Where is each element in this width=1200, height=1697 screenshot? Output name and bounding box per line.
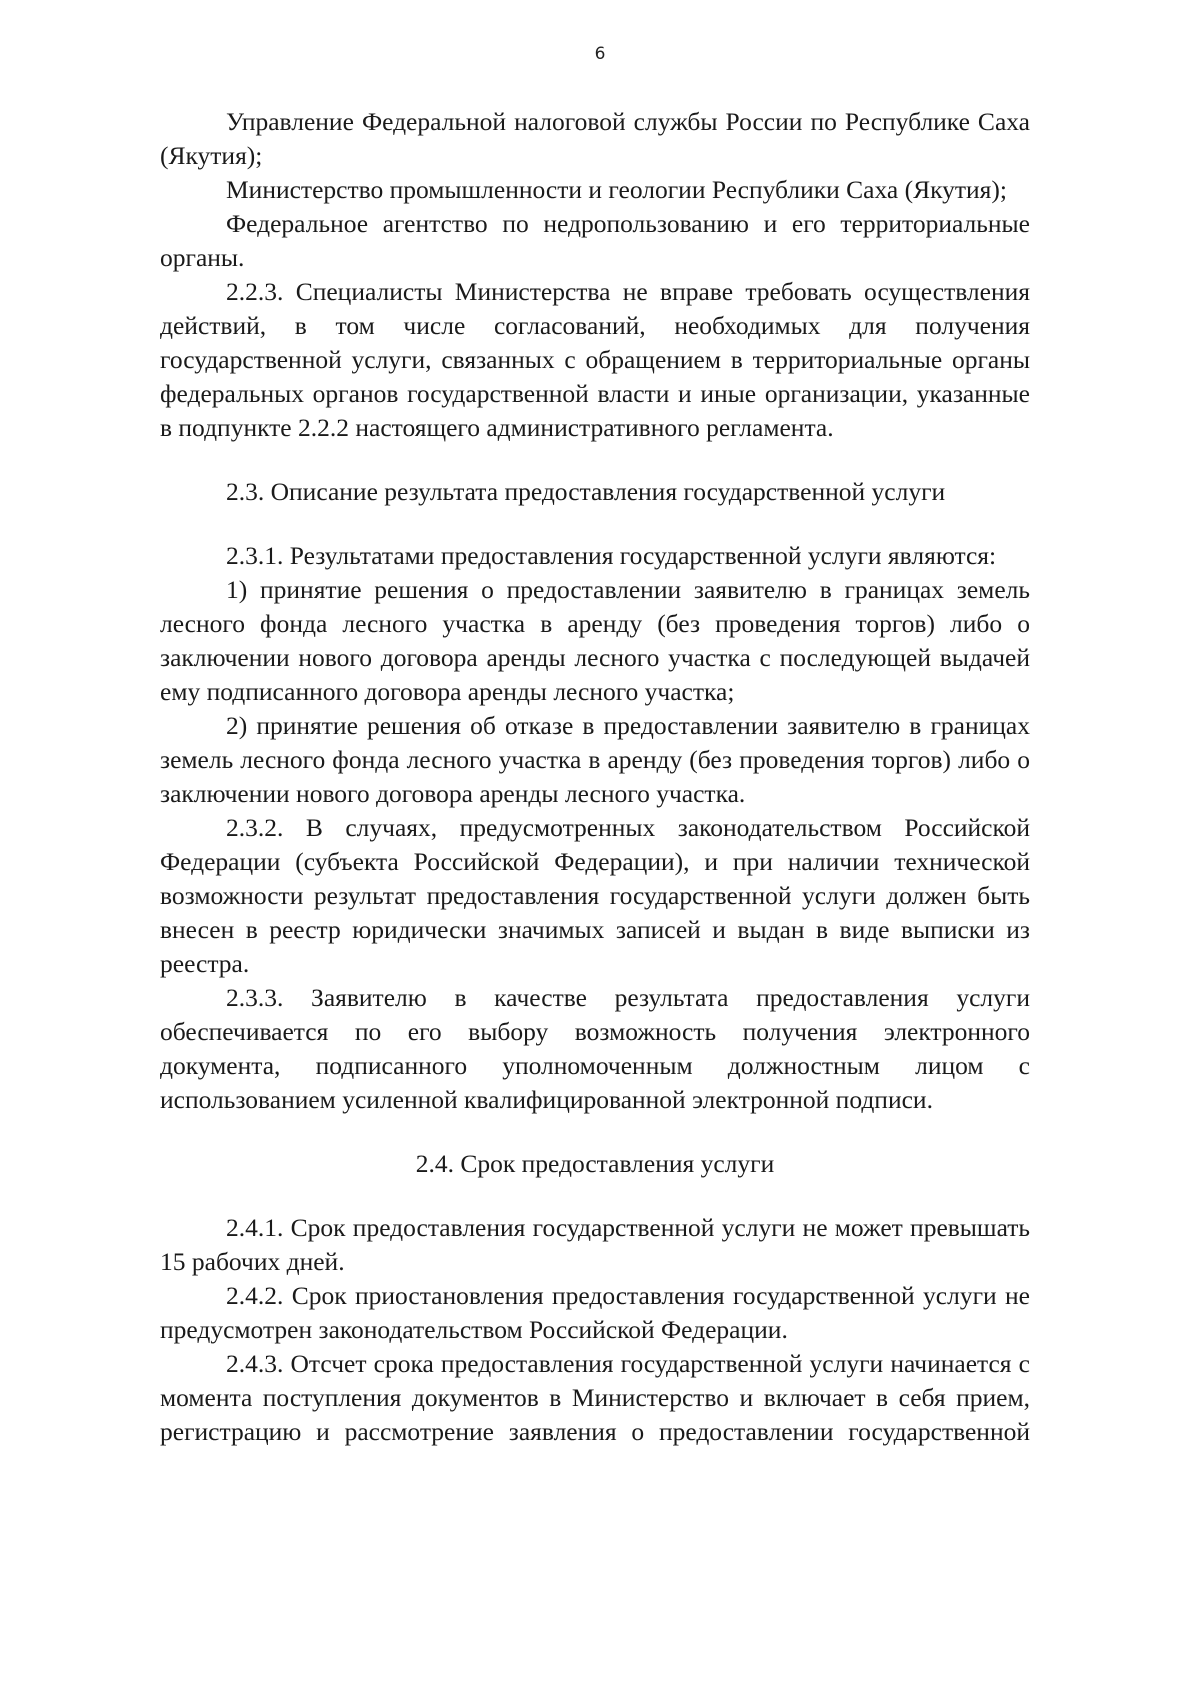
paragraph-2-3-3: 2.3.3. Заявителю в качестве результата предоставления услуги обеспечивается по его выбору возможность получения электронного документа, подписанного уполномоченным должностным лицом с использованием усиленной квалифицированной электронной подписи. — [160, 983, 1030, 1114]
paragraph-2-3-1: 2.3.1. Результатами предоставления государственной услуги являются: — [226, 541, 997, 570]
document-body — [160, 105, 1030, 1449]
paragraph-2-4-3: 2.4.3. Отсчет срока предоставления государственной услуги начинается с момента поступления документов в Министерство и включает в себя прием, регистрацию и рассмотрение заявления о предоставлении государственной — [160, 1349, 1030, 1446]
paragraph-2-4-1: 2.4.1. Срок предоставления государственной услуги не может превышать 15 рабочих дней. — [160, 1213, 1030, 1276]
paragraph-result-item-1: 1) принятие решения о предоставлении заявителю в границах земель лесного фонда лесного участка в аренду (без проведения торгов) либо о заключении нового договора аренды лесного участка с последующей выдачей ему подписанного договора аренды лесного участка; — [160, 575, 1030, 706]
paragraph-ministry-industry: Министерство промышленности и геологии Республики Саха (Якутия); — [226, 175, 1007, 204]
paragraph-subsoil-agency: Федеральное агентство по недропользованию и его территориальные органы. — [160, 209, 1030, 272]
paragraph-result-item-2: 2) принятие решения об отказе в предоставлении заявителю в границах земель лесного фонда лесного участка в аренду (без проведения торгов) либо о заключении нового договора аренды лесного участка. — [160, 711, 1030, 808]
paragraph-2-2-3: 2.2.3. Специалисты Министерства не вправе требовать осуществления действий, в том числе согласований, необходимых для получения государственной услуги, связанных с обращением в территориальные органы федеральных органов государственной власти и иные организации, указанные в подпункте 2.2.2 настоящего административного регламента. — [160, 277, 1030, 442]
paragraph-tax-service: Управление Федеральной налоговой службы России по Республике Саха (Якутия); — [160, 107, 1030, 170]
section-heading-2-3: 2.3. Описание результата предоставления государственной услуги — [226, 477, 946, 506]
paragraph-2-3-2: 2.3.2. В случаях, предусмотренных законодательством Российской Федерации (субъекта Российской Федерации), и при наличии технической возможности результат предоставления государственной услуги должен быть внесен в реестр юридически значимых записей и выдан в виде выписки из реестра. — [160, 813, 1030, 978]
section-heading-2-4: 2.4. Срок предоставления услуги — [415, 1149, 775, 1178]
page-number: 6 — [594, 44, 606, 64]
paragraph-2-4-2: 2.4.2. Срок приостановления предоставления государственной услуги не предусмотрен законодательством Российской Федерации. — [160, 1281, 1030, 1344]
